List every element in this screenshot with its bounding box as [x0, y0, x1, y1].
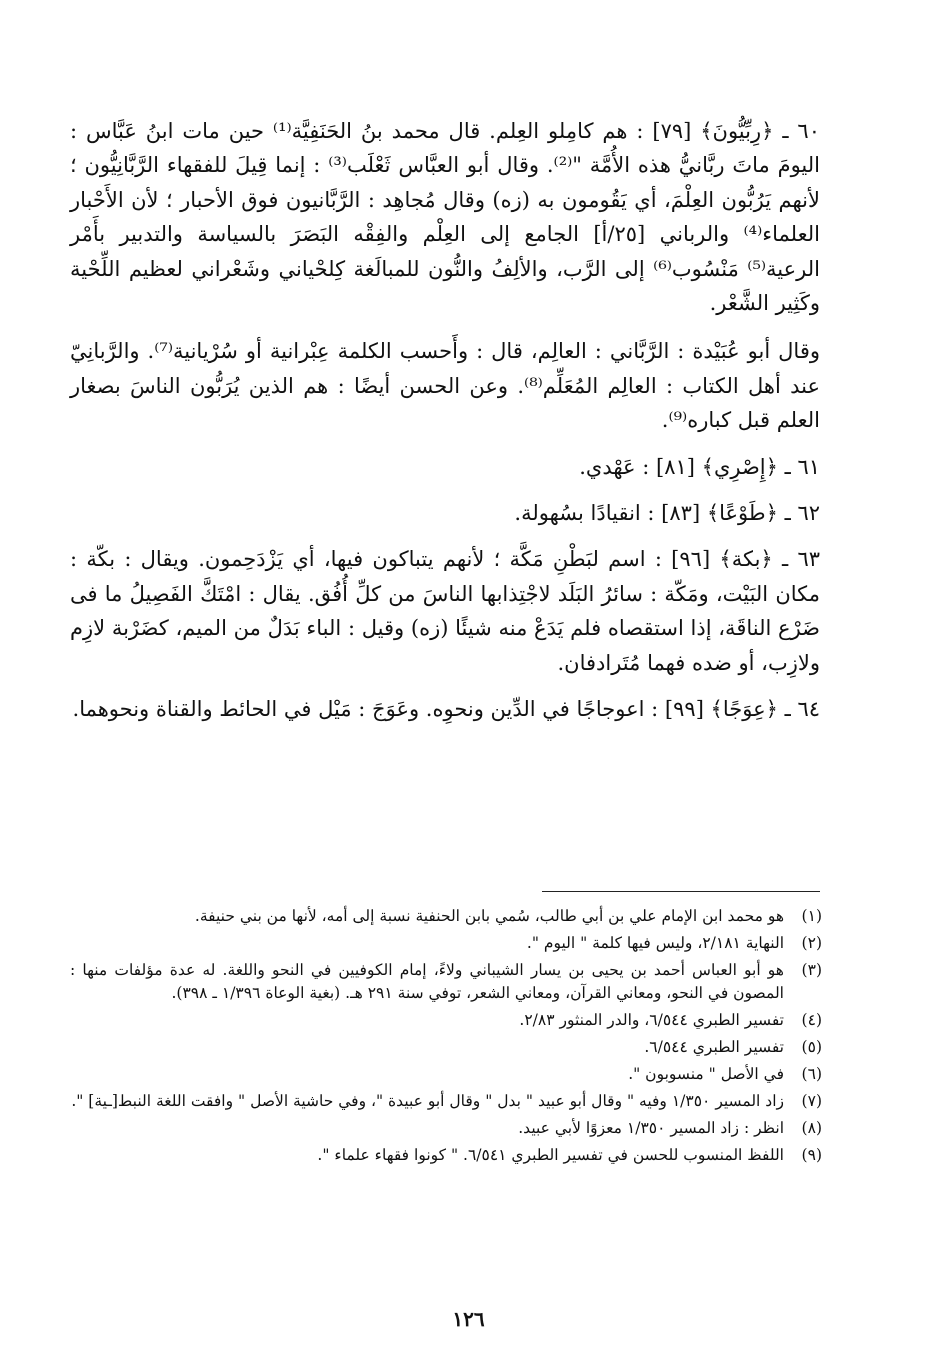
footnote — [70, 1036, 822, 1059]
main-text — [70, 114, 820, 727]
footnote — [70, 932, 822, 955]
footnote-text: تفسير الطبري ٦/٥٤٤. — [644, 1038, 784, 1056]
footnote-number: (٣) — [801, 961, 822, 979]
footnote-number: (٧) — [801, 1092, 822, 1110]
footnote — [70, 1063, 822, 1086]
footnote-text: النهاية ٢/١٨١، وليس فيها كلمة " اليوم ". — [526, 934, 784, 952]
entry-62: ٦٢ ـ ﴿طَوْعًا﴾ [٨٣] : انقيادًا بسُهولة. — [514, 501, 820, 526]
footnote — [70, 1090, 822, 1113]
footnote-number: (٢) — [801, 934, 822, 952]
footnote — [70, 959, 822, 1005]
footnote-separator — [542, 891, 820, 892]
footnote-number: (٥) — [801, 1038, 822, 1056]
footnote-text: في الأصل " منسوبون ". — [628, 1065, 784, 1083]
entry-64: ٦٤ ـ ﴿عِوَجًا﴾ [٩٩] : اعوجاجًا في الدِّين ونحوِه. وعَوَجَ : مَيْل في الحائط والقناة ونحوهما. — [72, 697, 820, 722]
page-number: ١٢٦ — [452, 1307, 485, 1331]
footnote-text: انظر : زاد المسير ١/٣٥٠ معزوًا لأبي عبيد. — [518, 1119, 784, 1137]
entry-63: ٦٣ ـ ﴿بكة﴾ [٩٦] : اسم لبَطْنِ مَكَّة ؛ لأنهم يتباكون فيها، أي يَزْدَحِمون. ويقال : بكّة : مكان البَيْت، ومَكّة : سائرُ البَلَد لاجْتِذابها الناسَ من كلِّ أُفُق. يقال : امْتَكَّ الفَصِيلُ ما فى ضَرْع الناقَة، إذا استقصاه فلم يَدَعْ منه شيئًا (زه) وقيل : الباء بَدَلٌ من الميم، كضَرْبة لازِم ولازِب، أو ضده فهما مُتَرادفان. — [70, 547, 820, 675]
footnote-number: (٦) — [801, 1065, 822, 1083]
footnotes — [70, 905, 822, 1171]
footnote-number: (٩) — [801, 1146, 822, 1164]
paragraph-abu-ubayda: وقال أبو عُبَيْدة : الرَّبَّاني : العالِم، قال : وأَحسب الكلمة عِبْرانية أو سُرْيانية⁽⁷⁾. والرَّبانِيّ عند أهل الكتاب : العالِم المُعَلِّم⁽⁸⁾. وعن الحسن أيضًا : هم الذين يُرَبُّون الناسَ بصغار العلم قبل كباره⁽⁹⁾. — [70, 339, 821, 433]
footnote — [70, 905, 822, 928]
footnote-text: اللفظ المنسوب للحسن في تفسير الطبري ٦/٥٤١. " كونوا فقهاء علماء ". — [317, 1146, 784, 1164]
entry-61: ٦١ ـ ﴿إِصْرِي﴾ [٨١] : عَهْدي. — [579, 454, 820, 479]
footnote-text: زاد المسير ١/٣٥٠ وفيه " وقال أبو عبيد " بدل " وقال أبو عبيدة "، وفي حاشية الأصل " وافقت اللغة النبط[ـية] ". — [71, 1092, 784, 1110]
footnote-text: هو محمد ابن الإمام علي بن أبي طالب، سُمي بابن الحنفية نسبة إلى أمه، لأنها من بني حنيفة. — [194, 907, 784, 925]
footnote-number: (٤) — [801, 1011, 822, 1029]
footnote — [70, 1009, 822, 1032]
footnote-text: هو أبو العباس أحمد بن يحيى بن يسار الشيباني ولاءً، إمام الكوفيين في النحو واللغة. له عدة مؤلفات منها : المصون في النحو، ومعاني القرآن، ومعاني الشعر، توفي سنة ٢٩١ هـ. (بغية الوعاة ١/٣٩٦ ـ ٣٩٨). — [70, 961, 784, 1002]
footnote-number: (١) — [801, 907, 822, 925]
footnote — [70, 1117, 822, 1140]
paragraph-60: ٦٠ ـ ﴿رِبِّيُّونَ﴾ [٧٩] : هم كامِلو العِلم. قال محمد بنُ الحَنَفِيَّة⁽¹⁾ حين مات ابنُ عَبَّاس : اليومَ ماتَ ربَّانيُّ هذه الأُمَّة "⁽²⁾. وقال أبو العبَّاس ثَعْلَب⁽³⁾ : إنما قِيلَ للفقهاء الرَّبَّانِيُّون ؛ لأنهم يَرُبُّون العِلْمَ، أي يَقُومون به (زه) وقال مُجاهِد : الرَّبَّانيون فوق الأحبار ؛ لأن الأَحْبار العلماء⁽⁴⁾ والرباني [٢٥/أ] الجامع إلى العِلْم والفِقْه البَصَرَ بالسياسة والتدبير بأَمْر الرعية⁽⁵⁾ مَنْسُوب⁽⁶⁾ إلى الرَّب، والألِفُ والنُّون للمبالَغة كِلحْياني وشَعْراني لعظيم اللِّحْية وكَثِير الشَّعْر. — [70, 119, 821, 316]
footnote-text: تفسير الطبري ٦/٥٤٤، والدر المنثور ٢/٨٣. — [519, 1011, 784, 1029]
footnote — [70, 1144, 822, 1167]
footnote-number: (٨) — [801, 1119, 822, 1137]
